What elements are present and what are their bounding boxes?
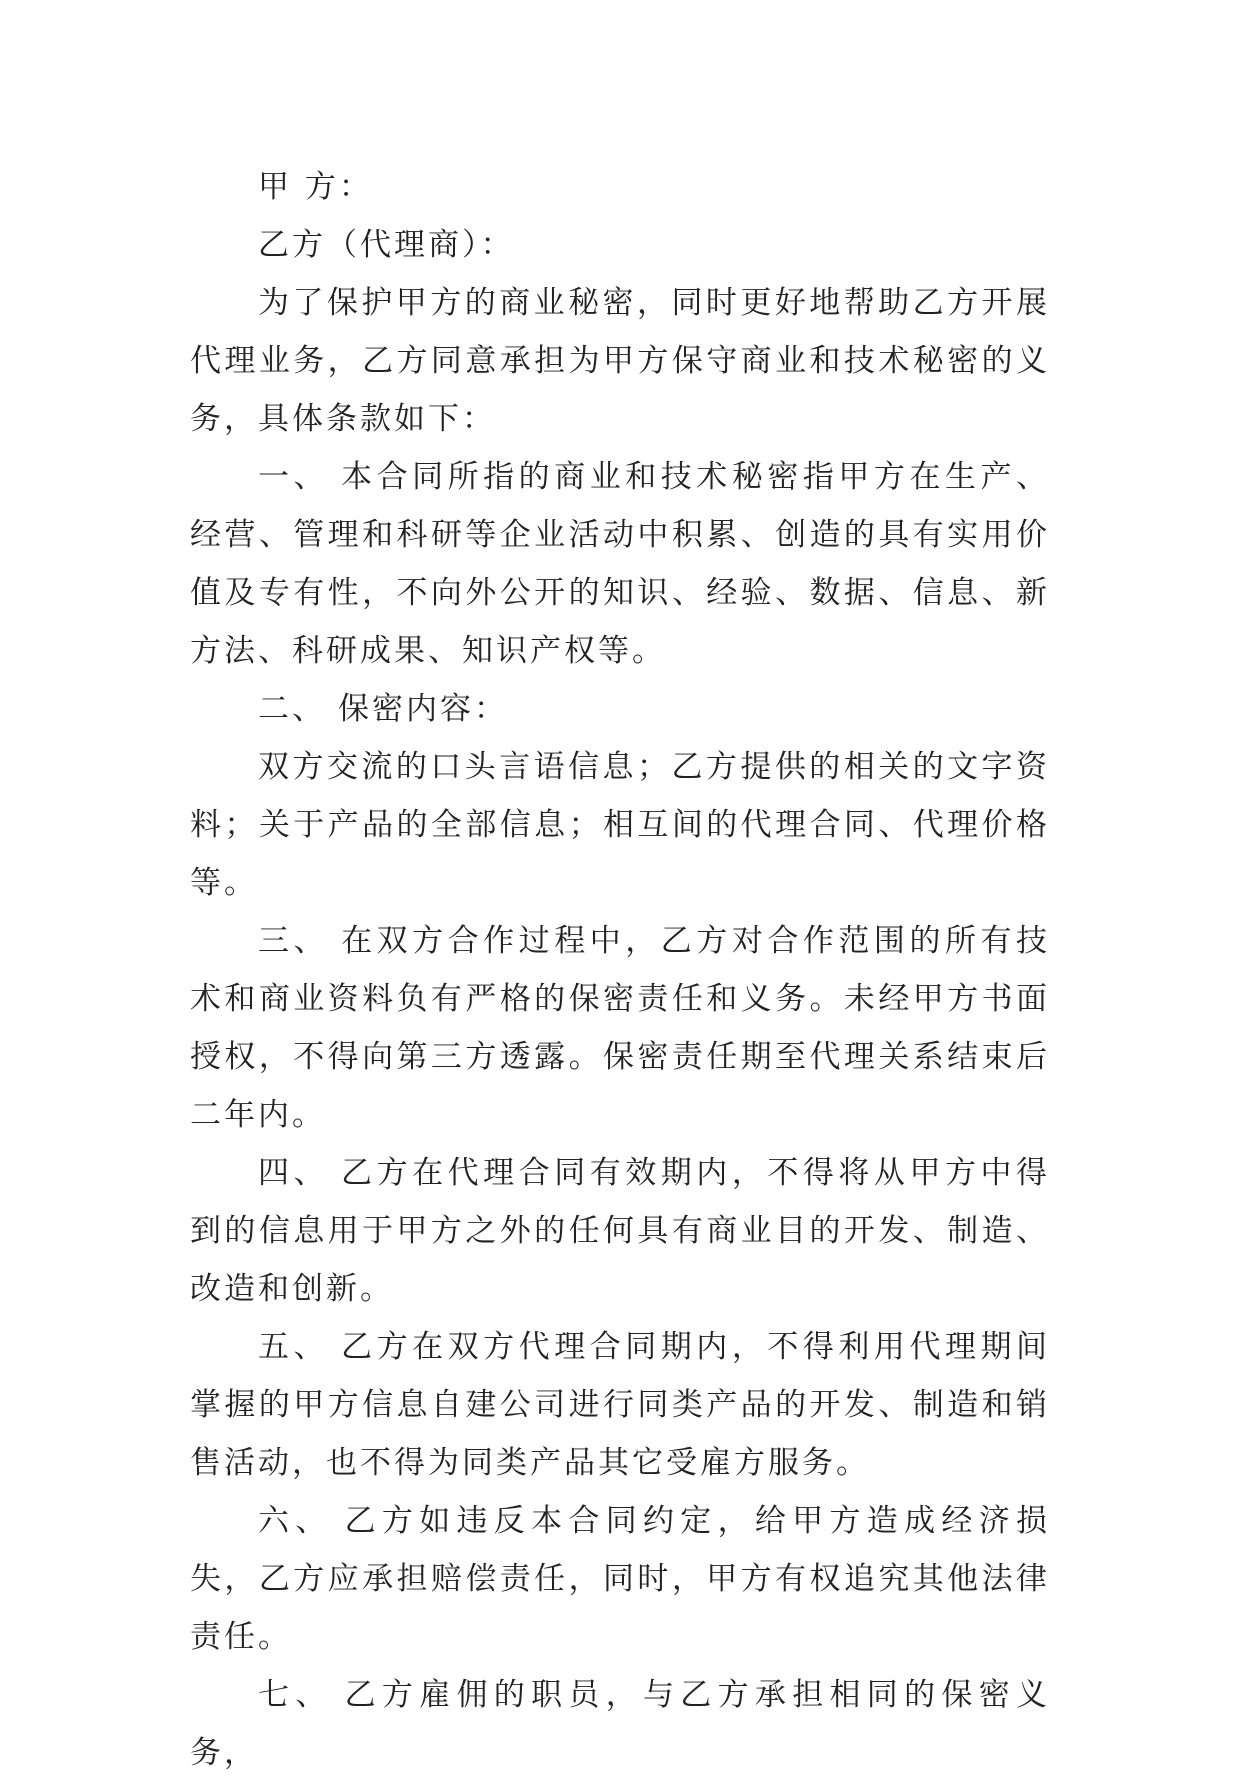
clause-text: 在双方合作过程中，乙方对合作范围的所有技术和商业资料负有严格的保密责任和义务。未经甲方书面授权，不得向第三方透露。保密责任期至代理关系结束后二年内。 bbox=[190, 923, 1051, 1133]
clause-2 bbox=[190, 680, 1050, 738]
clause-5 bbox=[190, 1318, 1050, 1492]
clause-6 bbox=[190, 1492, 1050, 1666]
clause-number: 五、 bbox=[258, 1329, 330, 1365]
clause-text: 保密内容： bbox=[338, 691, 508, 727]
clause-text: 本合同所指的商业和技术秘密指甲方在生产、经营、管理和科研等企业活动中积累、创造的具有实用价值及专有性，不向外公开的知识、经验、数据、信息、新方法、科研成果、知识产权等。 bbox=[190, 459, 1051, 669]
clause-text: 双方交流的口头言语信息；乙方提供的相关的文字资料；关于产品的全部信息；相互间的代理合同、代理价格等。 bbox=[190, 749, 1050, 901]
clause-number: 七、 bbox=[258, 1677, 333, 1713]
clause-1 bbox=[190, 448, 1050, 680]
clause-text: 乙方如违反本合同约定，给甲方造成经济损失，乙方应承担赔偿责任，同时，甲方有权追究其他法律责任。 bbox=[190, 1503, 1051, 1655]
clause-4 bbox=[190, 1144, 1050, 1318]
clause-number: 一、 bbox=[258, 459, 330, 495]
clause-text: 乙方在双方代理合同期内，不得利用代理期间掌握的甲方信息自建公司进行同类产品的开发、制造和销售活动，也不得为同类产品其它受雇方服务。 bbox=[190, 1329, 1051, 1481]
document-body bbox=[190, 158, 1050, 1782]
clause-number: 四、 bbox=[258, 1155, 330, 1191]
party-b-line: 乙方（代理商）： bbox=[258, 227, 515, 263]
clause-7 bbox=[190, 1666, 1050, 1782]
clause-2-content bbox=[190, 738, 1050, 912]
clause-3 bbox=[190, 912, 1050, 1144]
clause-number: 六、 bbox=[258, 1503, 333, 1539]
clause-number: 三、 bbox=[258, 923, 330, 959]
clause-text: 乙方雇佣的职员，与乙方承担相同的保密义务， bbox=[190, 1677, 1051, 1771]
clause-number: 二、 bbox=[258, 691, 326, 727]
party-a-line: 甲 方： bbox=[258, 169, 373, 205]
clause-text: 乙方在代理合同有效期内，不得将从甲方中得到的信息用于甲方之外的任何具有商业目的开发、制造、改造和创新。 bbox=[190, 1155, 1051, 1307]
intro-paragraph: 为了保护甲方的商业秘密，同时更好地帮助乙方开展代理业务，乙方同意承担为甲方保守商业和技术秘密的义务，具体条款如下： bbox=[190, 285, 1050, 437]
